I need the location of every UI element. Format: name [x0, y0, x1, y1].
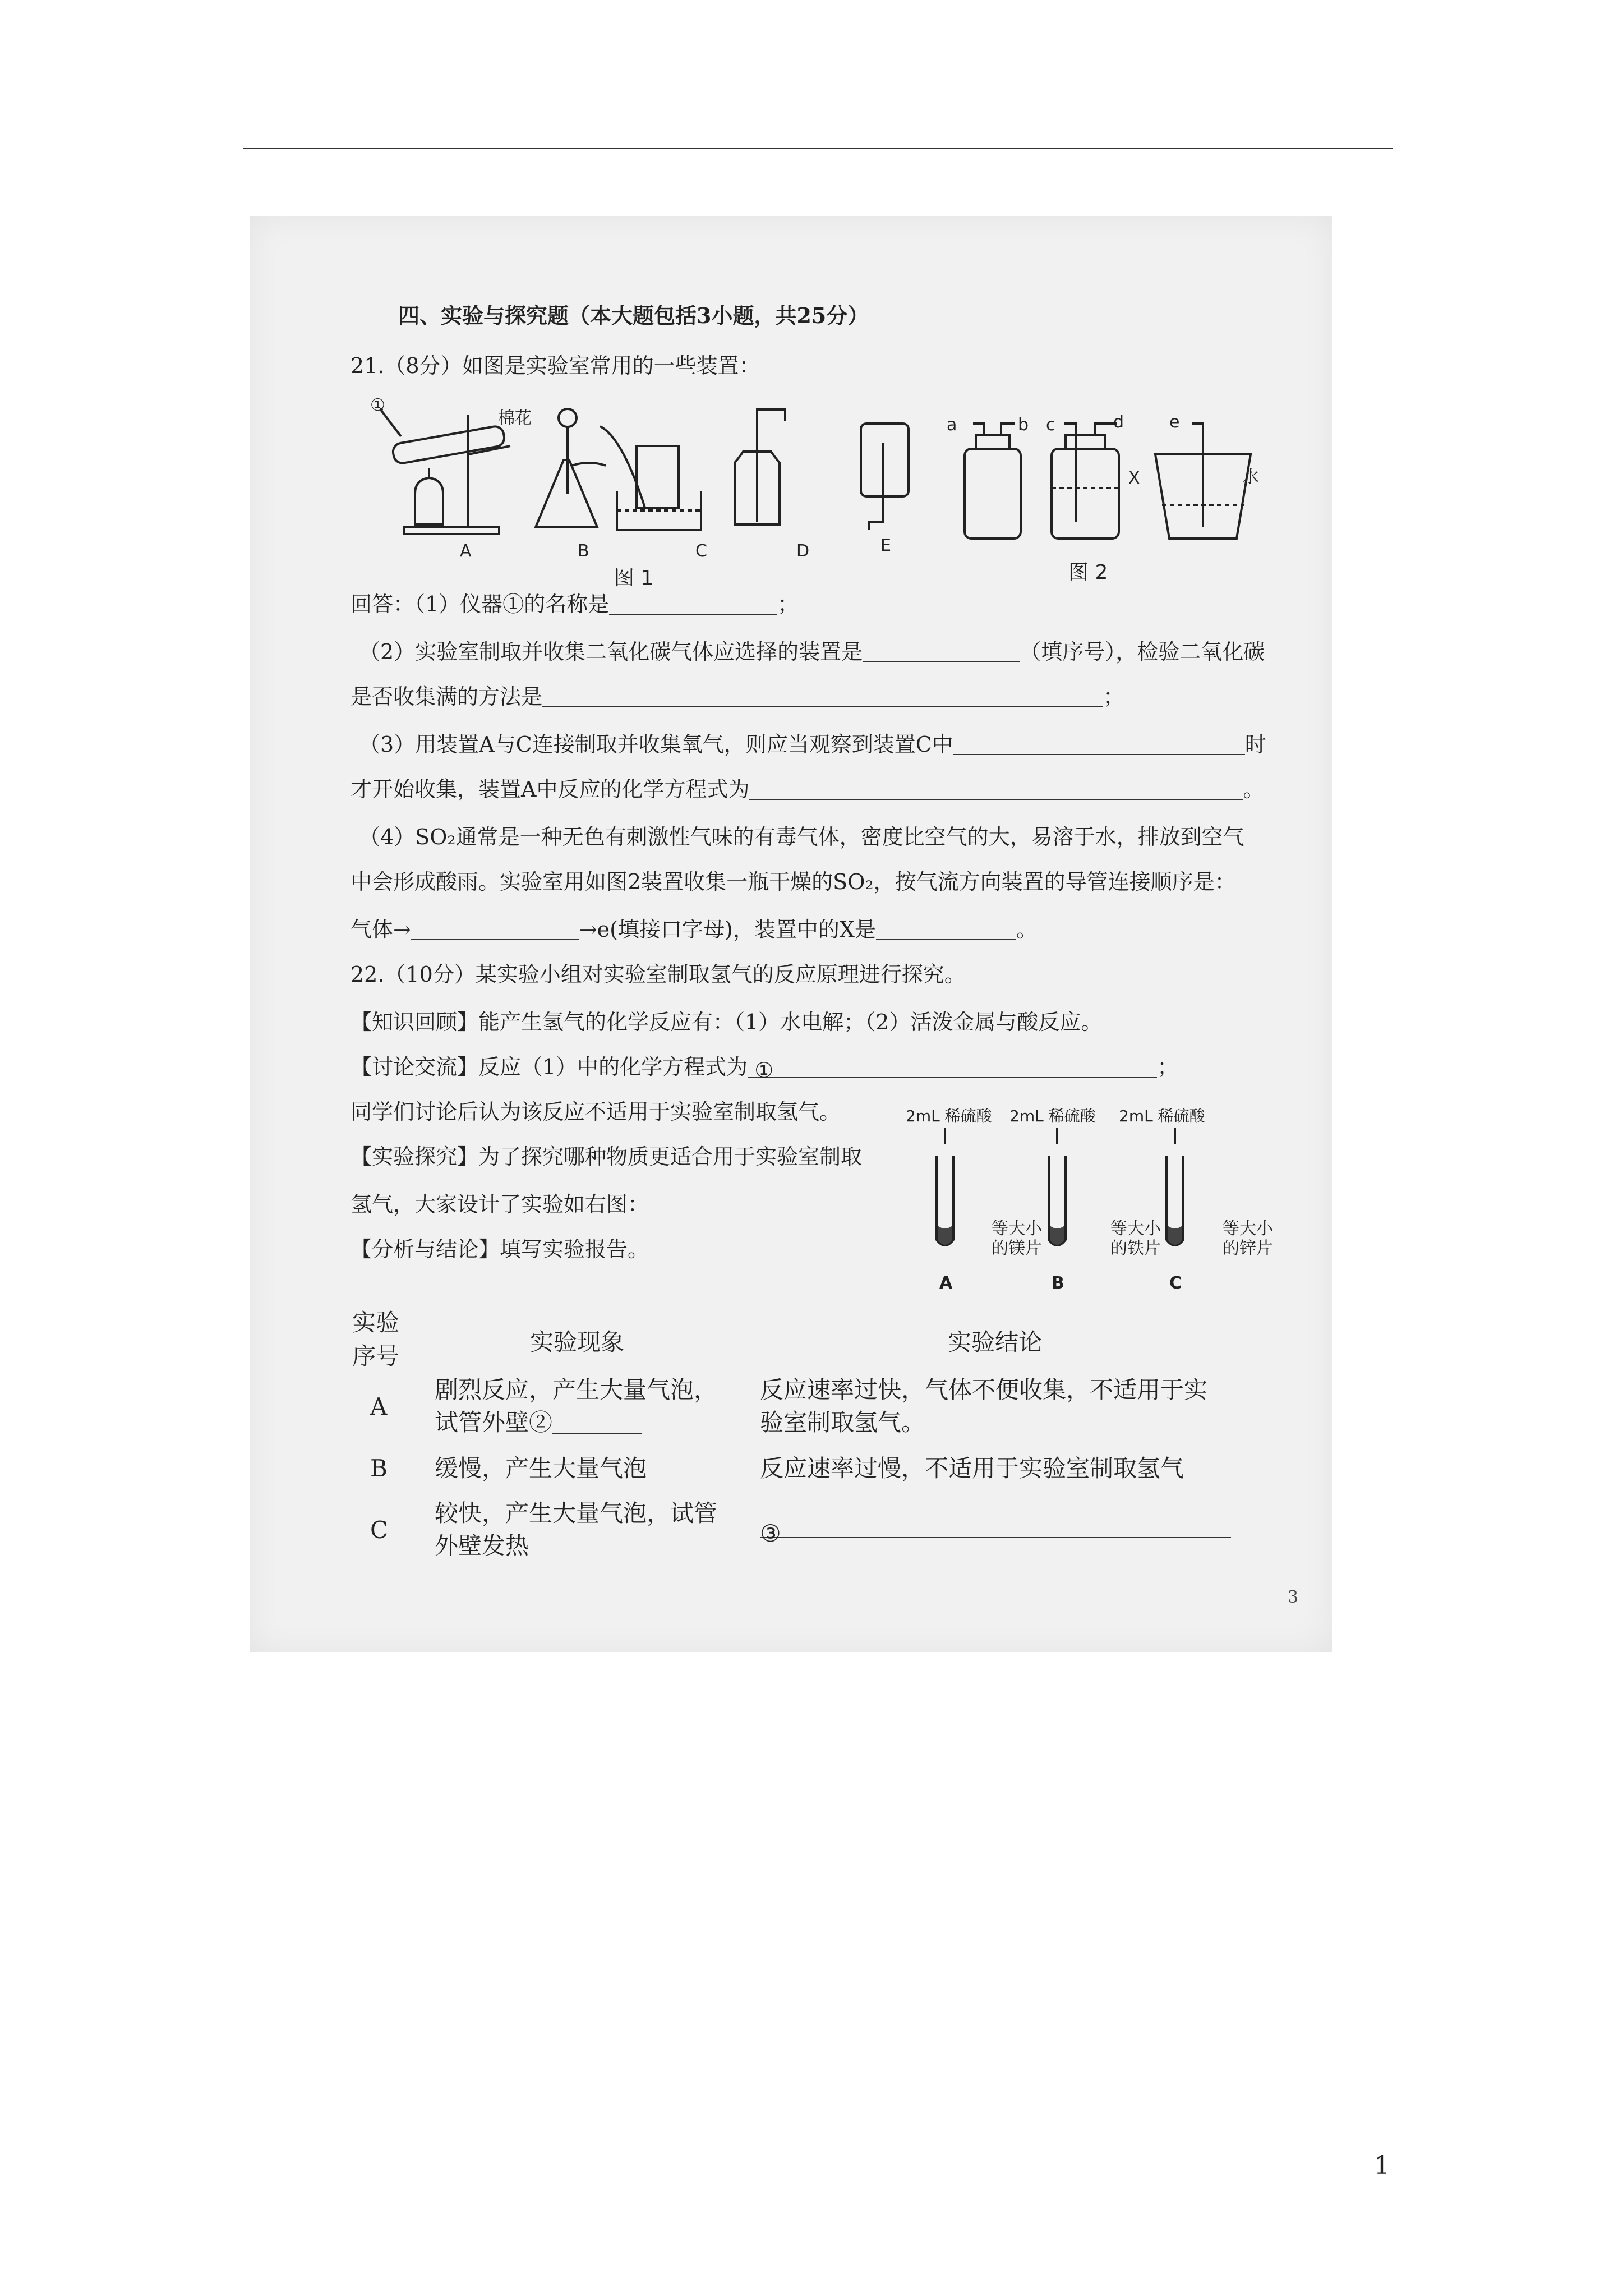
answer-blank-6[interactable] [411, 920, 579, 940]
table-header-id-1: 实验 [352, 1309, 400, 1336]
q21-q2-text: （2）实验室制取并收集二氧化碳气体应选择的装置是 [359, 639, 863, 664]
section-title: 四、实验与探究题（本大题包括3小题，共25分） [398, 303, 869, 328]
apparatus-d [735, 409, 785, 524]
discussion-marker: ① [754, 1058, 774, 1083]
apparatus-e [861, 424, 909, 530]
page-number: 1 [1374, 2151, 1390, 2180]
answer-blank-8[interactable] [748, 1058, 1157, 1083]
tube-c-top: 2mL 稀硫酸 [1119, 1107, 1205, 1125]
table-header-id-2: 序号 [352, 1342, 400, 1370]
row-a-phenomenon-2-text: 试管外壁② [435, 1409, 553, 1436]
port-a: a [947, 415, 957, 435]
table-row-a-conclusion-2: 验室制取氢气。 [760, 1409, 925, 1436]
q21-q3-text-b: 时 [1244, 732, 1266, 757]
answer-blank-4[interactable] [953, 735, 1245, 755]
q21-line-4 [359, 732, 1266, 758]
answer-blank-9[interactable] [552, 1414, 642, 1434]
port-e: e [1169, 412, 1180, 432]
discussion-text: 【讨论交流】反应（1）中的化学方程式为 [351, 1055, 748, 1079]
row-c-conclusion-marker: ③ [760, 1520, 781, 1547]
q22-discussion [351, 1055, 1179, 1083]
tube-c-side-1: 等大小 [1223, 1219, 1273, 1239]
tube-a-top: 2mL 稀硫酸 [906, 1107, 992, 1125]
tube-b [1049, 1128, 1066, 1245]
table-row-b-phenomenon: 缓慢，产生大量气泡 [435, 1455, 647, 1482]
bottle-1 [965, 424, 1021, 539]
water-label: 水 [1242, 467, 1259, 487]
q21-answer-intro: 回答：（1）仪器①的名称是 [351, 592, 610, 616]
q21-q2-text-b: （填序号），检验二氧化碳 [1020, 639, 1265, 664]
q21-line-1 [351, 592, 799, 618]
table-row-a-phenomenon-1: 剧烈反应，产生大量气泡， [435, 1376, 718, 1404]
scan-page-number: 3 [1287, 1588, 1298, 1607]
l5-end: 。 [1243, 777, 1265, 802]
label-e: E [880, 536, 891, 555]
apparatus-c [600, 426, 701, 530]
apparatus-a [380, 408, 510, 534]
table-row-c-phenomenon-2: 外壁发热 [435, 1532, 529, 1559]
tube-c-side-2: 的锌片 [1223, 1239, 1273, 1258]
answer-blank-2[interactable] [863, 642, 1020, 662]
q21-line-7: 中会形成酸雨。实验室用如图2装置收集一瓶干燥的SO₂，按气流方向装置的导管连接顺序是： [351, 869, 1236, 894]
answer-blank-1[interactable] [609, 595, 777, 615]
apparatus-b [536, 409, 606, 527]
label-a: A [460, 541, 472, 561]
tube-c-label: C [1169, 1273, 1182, 1293]
q21-line-3 [351, 684, 1124, 710]
label-b: B [578, 541, 589, 561]
tube-b-side-2: 的铁片 [1110, 1239, 1161, 1258]
figure-1-caption: 图 1 [614, 567, 654, 590]
port-d: d [1113, 412, 1124, 432]
q21-line-6: （4）SO₂通常是一种无色有刺激性气味的有毒气体，密度比空气的大，易溶于水，排放到空气 [359, 825, 1244, 849]
discussion-end: ； [1157, 1055, 1179, 1079]
figure-2-caption: 图 2 [1068, 561, 1108, 584]
q21-q3-equation: 才开始收集，装置A中反应的化学方程式为 [351, 777, 750, 802]
l3-end: ； [1103, 684, 1125, 709]
tube-a-side-1: 等大小 [992, 1219, 1042, 1239]
tube-a-label: A [939, 1273, 953, 1293]
table-header-conclusion: 实验结论 [948, 1328, 1043, 1356]
answer-blank-10[interactable] [760, 1518, 1231, 1547]
answer-blank-5[interactable] [749, 780, 1243, 800]
table-header-phenomenon: 实验现象 [530, 1328, 625, 1356]
q22-analysis: 【分析与结论】填写实验报告。 [351, 1237, 649, 1262]
figure-1-apparatus [348, 393, 965, 583]
cotton-label: 棉花 [498, 408, 532, 428]
port-c: c [1046, 415, 1055, 435]
q22-knowledge: 【知识回顾】能产生氢气的化学反应有：（1）水电解；（2）活泼金属与酸反应。 [351, 1010, 1103, 1034]
tube-a [937, 1128, 953, 1245]
table-row-c-phenomenon-1: 较快，产生大量气泡，试管 [435, 1499, 718, 1527]
table-row-b-conclusion: 反应速率过慢，不适用于实验室制取氢气 [760, 1455, 1184, 1482]
table-row-a-id: A [370, 1393, 388, 1420]
tube-b-label: B [1052, 1273, 1064, 1293]
label-c: C [695, 541, 707, 561]
q21-q2-method: 是否收集满的方法是 [351, 684, 543, 709]
label-d: D [796, 541, 810, 561]
tube-b-side-1: 等大小 [1110, 1219, 1161, 1239]
tube-b-top: 2mL 稀硫酸 [1009, 1107, 1096, 1125]
table-row-a-phenomenon-2 [435, 1407, 642, 1439]
answer-blank-3[interactable] [542, 687, 1103, 707]
q21-stem: 21.（8分）如图是实验室常用的一些装置： [351, 353, 760, 378]
table-row-c-conclusion [760, 1515, 1231, 1547]
q21-line-8 [351, 917, 1038, 943]
answer-blank-7[interactable] [876, 920, 1016, 940]
q21-line-2 [359, 639, 1265, 665]
q22-explore-2: 氢气，大家设计了实验如右图： [351, 1192, 649, 1217]
q22-discussion-2: 同学们讨论后认为该反应不适用于实验室制取氢气。 [351, 1099, 841, 1124]
table-row-c-id: C [370, 1516, 389, 1544]
bottle-3 [1155, 424, 1251, 539]
header-rule [243, 148, 1393, 149]
l1-end: ； [777, 592, 799, 616]
port-b: b [1018, 415, 1029, 435]
x-label: X [1128, 468, 1140, 488]
instrument-marker: ① [370, 395, 385, 415]
q22-explore-1: 【实验探究】为了探究哪种物质更适合用于实验室制取 [351, 1144, 863, 1169]
bottle-2 [1052, 424, 1119, 539]
q21-q4-text: →e(填接口字母)，装置中的X是 [579, 917, 876, 942]
table-row-b-id: B [370, 1455, 388, 1482]
q21-line-5 [351, 777, 1264, 803]
q22-stem: 22.（10分）某实验小组对实验室制取氢气的反应原理进行探究。 [351, 962, 966, 987]
tube-c [1166, 1128, 1183, 1245]
l8-end: 。 [1016, 917, 1038, 942]
q21-q3-text: （3）用装置A与C连接制取并收集氧气，则应当观察到装置C中 [359, 732, 953, 757]
table-row-a-conclusion-1: 反应速率过快，气体不便收集，不适用于实 [760, 1376, 1208, 1404]
tube-a-side-2: 的镁片 [992, 1239, 1042, 1258]
q21-q4-gas: 气体→ [351, 917, 411, 942]
